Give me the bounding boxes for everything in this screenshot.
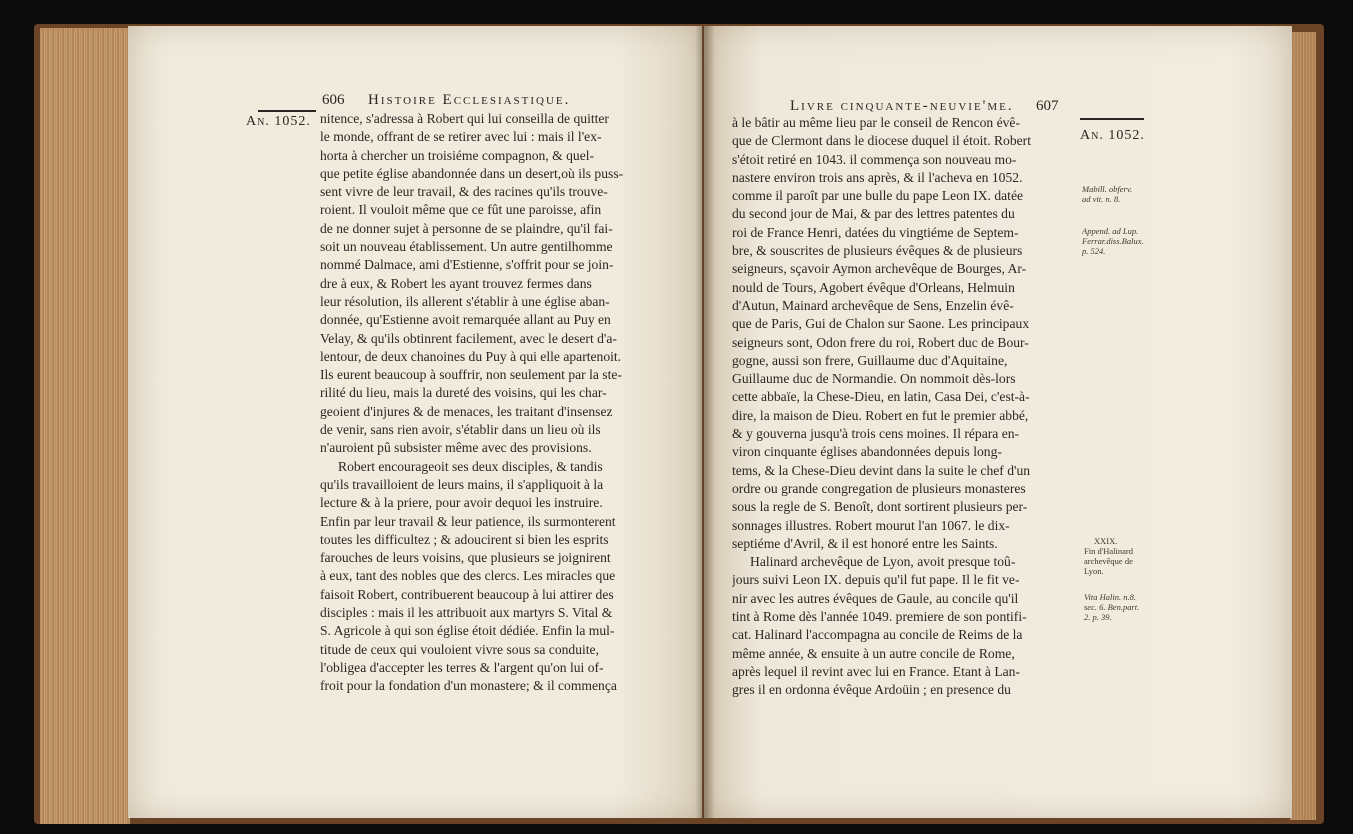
note-line: Mabill. obferv. — [1082, 184, 1133, 194]
text-line: seigneurs, sçavoir Aymon archevêque de Bourges, Ar- — [732, 261, 1027, 277]
text-line: de venir, sans rien avoir, s'établir dans un lieu où ils — [320, 422, 601, 438]
text-line: que de Paris, Gui de Chalon sur Saone. Les principaux — [732, 316, 1030, 332]
text-line: n'auroient pû subsister même avec des provisions. — [320, 440, 592, 456]
text-line: le monde, offrant de se retirer avec lui : mais il l'ex- — [320, 129, 602, 145]
text-line: roient. Il vouloit même que ce fût une paroisse, afin — [320, 202, 602, 218]
text-line: s'étoit retiré en 1043. il commença son nouveau mo- — [732, 151, 1017, 167]
text-line: du second jour de Mai, & par des lettres patentes du — [732, 206, 1015, 222]
text-line: l'obligea d'accepter les terres & l'argent qu'on lui of- — [320, 659, 604, 675]
text-line: leur résolution, ils allerent s'établir à une église aban- — [320, 293, 610, 309]
note-line: Lyon. — [1084, 566, 1104, 576]
text-line: geoient d'injures & de menaces, les traitant d'insensez — [320, 403, 613, 419]
note-line: sec. 6. Ben.part. — [1084, 602, 1140, 612]
text-line: qu'ils travailloient de leurs mains, il s'appliquoit à la — [320, 476, 604, 492]
margin-year-rule-left — [258, 110, 316, 112]
text-line: soit un nouveau établissement. Un autre gentilhomme — [320, 239, 613, 255]
text-line: horta à chercher un troisiéme compagnon, & quel- — [320, 147, 595, 163]
text-line: roi de France Henri, datées du vingtiéme de Septem- — [732, 224, 1019, 240]
text-line: d'Autun, Mainard archevêque de Sens, Enzelin évê- — [732, 297, 1014, 313]
text-line: gres il en ordonna évêque Ardoüin ; en presence du — [732, 682, 1011, 698]
text-line: bre, & souscrites de plusieurs évêques & de plusieurs — [732, 243, 1023, 259]
text-line: Robert encourageoit ses deux disciples, & tandis — [338, 458, 603, 474]
text-line: tint à Rome dès l'année 1049. premiere de son pontifi- — [732, 609, 1027, 625]
note-line: Vita Halin. n.8. — [1084, 592, 1137, 602]
margin-note-section — [1084, 536, 1133, 576]
note-line: p. 524. — [1082, 246, 1106, 256]
text-line: farouches de leurs voisins, que plusieurs se joignirent — [320, 550, 611, 566]
margin-note-vita — [1084, 592, 1139, 622]
text-line: dire, la maison de Dieu. Robert en fut le premier abbé, — [732, 407, 1029, 423]
note-line: Append. ad Lup. — [1082, 226, 1139, 236]
note-line: ad vit. n. 8. — [1082, 194, 1121, 204]
text-line: Enfin par leur travail & leur patience, ils surmonterent — [320, 513, 616, 529]
text-line: cette abbaïe, la Chese-Dieu, en latin, Casa Dei, c'est-à- — [732, 389, 1030, 405]
margin-note-mabillon — [1082, 184, 1132, 204]
left-page-number: 606 — [322, 92, 345, 108]
text-line: ordre ou grande congregation de plusieurs monasteres — [732, 480, 1026, 496]
text-line: que de Clermont dans le diocese duquel il étoit. Robert — [732, 133, 1031, 149]
text-line: faisoit Robert, contribuerent beaucoup à lui attirer des — [320, 586, 614, 602]
text-line: titude de ceux qui vouloient vivre sous sa conduite, — [320, 641, 599, 657]
text-line: froit pour la fondation d'un monastere; & il commença — [320, 678, 617, 694]
text-line: disciples : mais il les attribuoit aux martyrs S. Vital & — [320, 605, 613, 621]
margin-year-rule-right — [1080, 118, 1144, 120]
text-line: sent vivre de leur travail, & des racines qu'ils trouve- — [320, 184, 608, 200]
text-line: que petite église abandonnée dans un desert,où ils puss- — [320, 165, 624, 181]
text-line: nastere environ trois ans après, & il l'acheva en 1052. — [732, 169, 1023, 185]
text-line: lecture & à la priere, pour avoir dequoi les instruire. — [320, 495, 603, 511]
page-edges-right — [1290, 32, 1316, 820]
text-line: & y gouverna jusqu'à trois cens moines. Il répara en- — [732, 426, 1020, 442]
text-line: tems, & la Chese-Dieu devint dans la suite le chef d'un — [732, 462, 1031, 478]
text-line: sonnages illustres. Robert mourut l'an 1067. le dix- — [732, 517, 1010, 533]
text-line: toutes les difficultez ; & adoucirent si bien les esprits — [320, 531, 609, 547]
text-line: S. Agricole à qui son église étoit dédiée. Enfin la mul- — [320, 623, 615, 639]
text-line: Velay, & qu'ils obtinrent facilement, avec le desert d'a- — [320, 330, 617, 346]
text-line: lentour, de deux chanoines du Puy à qui elle apartenoit. — [320, 348, 622, 364]
right-running-head: Livre cinquante-neuvie'me. — [790, 98, 1014, 114]
text-line: Ils eurent beaucoup à souffrir, non seulement par la ste- — [320, 367, 622, 383]
right-body-text — [732, 114, 1074, 700]
text-line: nommé Dalmace, ami d'Estienne, s'offrit pour se join- — [320, 257, 614, 273]
note-line: 2. p. 39. — [1084, 612, 1112, 622]
text-line: jours suivi Leon IX. depuis qu'il fut pape. Il le fit ve- — [732, 572, 1020, 588]
text-line: cat. Halinard l'accompagna au concile de Reims de la — [732, 627, 1023, 643]
text-line: sous la regle de S. Benoît, dont sortirent plusieurs per- — [732, 499, 1028, 515]
text-line: donnée, qu'Estienne avoit remarquée allant au Puy en — [320, 312, 611, 328]
gutter-shadow — [695, 26, 715, 818]
left-margin-year: An. 1052. — [246, 114, 311, 129]
text-line: septiéme d'Avril, & il est honoré entre les Saints. — [732, 535, 998, 551]
text-line: comme il paroît par une bulle du pape Leon IX. datée — [732, 188, 1024, 204]
text-line: même année, & ensuite à un autre concile de Rome, — [732, 645, 1015, 661]
text-line: à le bâtir au même lieu par le conseil de Rencon évê- — [732, 115, 1020, 130]
margin-note-append — [1082, 226, 1144, 256]
text-line: Guillaume duc de Normandie. On nommoit dès-lors — [732, 371, 1016, 387]
text-line: après lequel il revint avec lui en France. Etant à Lan- — [732, 663, 1020, 679]
text-line: nould de Tours, Agobert évêque d'Orleans, Helmuin — [732, 279, 1015, 295]
note-line: archevêque de — [1084, 556, 1133, 566]
text-line: viron cinquante églises abandonnées depuis long- — [732, 444, 1002, 460]
note-line: Fin d'Halinard — [1084, 546, 1133, 556]
text-line: gogne, aussi son frere, Guillaume duc d'Aquitaine, — [732, 352, 1008, 368]
text-line: Halinard archevêque de Lyon, avoit presque toû- — [750, 554, 1016, 570]
text-line: nitence, s'adressa à Robert qui lui conseilla de quitter — [320, 111, 609, 126]
text-line: dre à eux, & Robert les ayant trouvez fermes dans — [320, 275, 592, 291]
right-page-number: 607 — [1036, 98, 1059, 114]
text-line: de ne donner sujet à personne de se plaindre, qu'il fai- — [320, 220, 613, 236]
text-line: seigneurs sont, Odon frere du roi, Robert duc de Bour- — [732, 334, 1029, 350]
note-line: XXIX. — [1094, 536, 1118, 546]
left-running-head: Histoire Ecclesiastique. — [368, 92, 571, 108]
text-line: nir avec les autres évêques de Gaule, au concile qu'il — [732, 590, 1019, 606]
text-line: à eux, tant des nobles que des clercs. Les miracles que — [320, 568, 616, 584]
right-margin-year: An. 1052. — [1080, 128, 1145, 143]
text-line: rilité du lieu, mais la dureté des voisins, qui les char- — [320, 385, 607, 401]
left-body-text — [320, 110, 678, 696]
page-edges-left — [40, 28, 130, 824]
note-line: Ferrar.diss.Balux. — [1082, 236, 1144, 246]
